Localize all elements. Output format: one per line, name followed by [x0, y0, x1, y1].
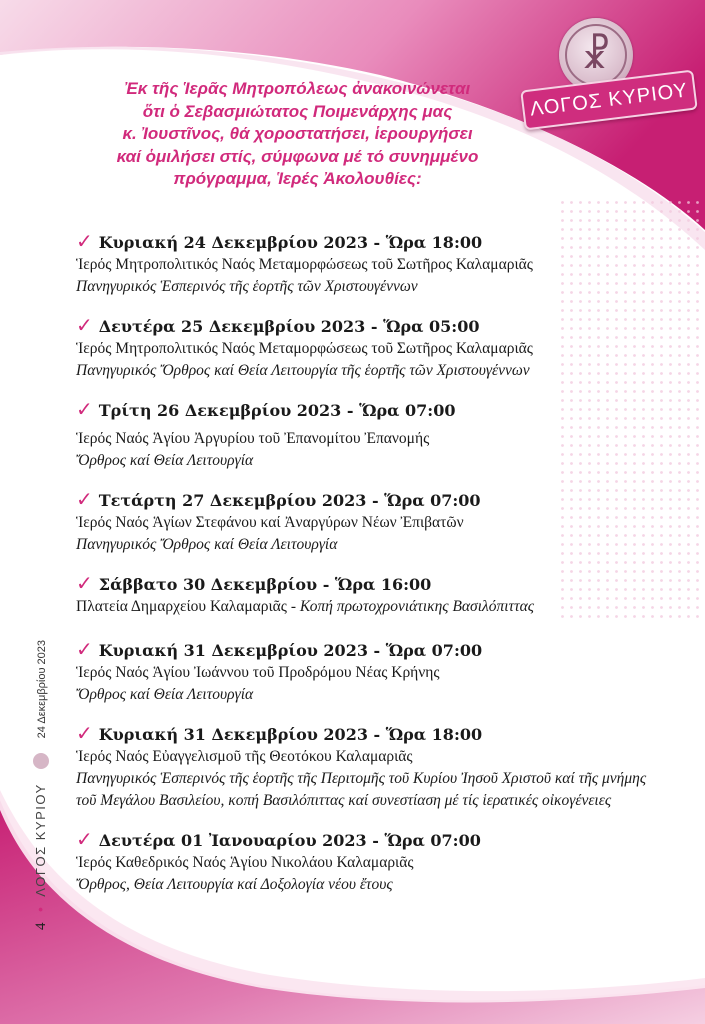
event-item: [76, 572, 676, 618]
event-item: [76, 488, 676, 556]
event-venue: Ἱερός Μητροπολιτικός Ναός Μεταμορφώσεως τοῦ Σωτῆρος Καλαμαριᾶς: [76, 340, 533, 357]
intro-line: κ. Ἰουστῖνος, θά χοροστατήσει, ἱερουργήσει: [122, 124, 473, 143]
intro-line: πρόγραμμα, Ἱερές Ἀκολουθίες:: [173, 169, 422, 188]
event-date-time: Τετάρτη 27 Δεκεμβρίου 2023 - Ὥρα 07:00: [98, 491, 481, 510]
checkmark-icon: ✓: [76, 397, 93, 421]
event-venue: Ἱερός Καθεδρικός Ναός Ἁγίου Νικολάου Καλαμαριᾶς: [76, 854, 414, 871]
event-date-time: Κυριακή 31 Δεκεμβρίου 2023 - Ὥρα 07:00: [98, 641, 483, 660]
event-service-inline: Κοπή πρωτοχρονιάτικης Βασιλόπιττας: [299, 598, 535, 615]
checkmark-icon: ✓: [76, 313, 93, 337]
event-service: Πανηγυρικός Ὄρθρος καί Θεία Λειτουργία: [76, 536, 338, 553]
event-item: [76, 828, 676, 896]
event-item: [76, 314, 676, 382]
intro-line: ὅτι ὁ Σεβασμιώτατος Ποιμενάρχης μας: [142, 101, 453, 121]
event-venue: [76, 596, 676, 618]
event-item: [76, 398, 676, 472]
event-service: Πανηγυρικός Ὄρθρος καί Θεία Λειτουργία τῆς ἑορτῆς τῶν Χριστουγέννων: [76, 362, 530, 379]
footer-date: 24 Δεκεμβρίου 2023: [36, 639, 48, 739]
event-service: Ὄρθρος, Θεία Λειτουργία καί Δοξολογία νέου ἔτους: [76, 876, 393, 893]
event-venue: Ἱερός Ναός Ἁγίων Στεφάνου καί Ἀναργύρων Νέων Ἐπιβατῶν: [76, 514, 464, 531]
event-service: Ὄρθρος καί Θεία Λειτουργία: [76, 452, 254, 469]
logo-banner: ΛΟΓΟΣ ΚΥΡΙΟΥ: [520, 70, 698, 131]
event-venue: Ἱερός Μητροπολιτικός Ναός Μεταμορφώσεως τοῦ Σωτῆρος Καλαμαριᾶς: [76, 256, 533, 273]
seal-mini-icon: [33, 753, 49, 769]
announcement-intro: [70, 78, 525, 191]
bullet-icon: •: [32, 907, 48, 913]
event-list: [76, 230, 676, 912]
event-item: [76, 230, 676, 298]
checkmark-icon: ✓: [76, 827, 93, 851]
event-venue-text: Πλατεία Δημαρχείου Καλαμαριᾶς -: [76, 598, 300, 615]
intro-line: Ἐκ τῆς Ἱερᾶς Μητροπόλεως ἀνακοινώνεται: [124, 79, 471, 98]
event-date-time: Δευτέρα 25 Δεκεμβρίου 2023 - Ὥρα 05:00: [98, 317, 480, 336]
event-date-time: Κυριακή 24 Δεκεμβρίου 2023 - Ὥρα 18:00: [98, 233, 483, 252]
checkmark-icon: ✓: [76, 571, 93, 595]
footer-brand: ΛΟΓΟΣ ΚΥΡΙΟΥ: [33, 783, 48, 897]
event-service: Πανηγυρικός Ἑσπερινός τῆς ἑορτῆς τῶν Χριστουγέννων: [76, 278, 418, 295]
event-venue: Ἱερός Ναός Ἁγίου Ἰωάννου τοῦ Προδρόμου Νέας Κρήνης: [76, 664, 440, 681]
logo: [522, 18, 692, 128]
event-item: [76, 638, 676, 706]
event-item: [76, 722, 676, 812]
intro-line: καί ὁμιλήσει στίς, σύμφωνα μέ τό συνημμένο: [116, 146, 479, 166]
event-date-time: Σάββατο 30 Δεκεμβρίου - Ὥρα 16:00: [98, 575, 432, 594]
checkmark-icon: ✓: [76, 229, 93, 253]
event-service: Ὄρθρος καί Θεία Λειτουργία: [76, 686, 254, 703]
event-venue: Ἱερός Ναός Ἁγίου Ἀργυρίου τοῦ Ἐπανομίτου Ἐπανομής: [76, 430, 430, 447]
page-number: 4: [33, 922, 49, 930]
checkmark-icon: ✓: [76, 487, 93, 511]
page-footer: [32, 640, 50, 930]
checkmark-icon: ✓: [76, 637, 93, 661]
event-venue: Ἱερός Ναός Εὐαγγελισμοῦ τῆς Θεοτόκου Καλαμαριᾶς: [76, 748, 413, 765]
event-date-time: Δευτέρα 01 Ἰανουαρίου 2023 - Ὥρα 07:00: [98, 831, 481, 850]
svg-text:☧: ☧: [581, 33, 611, 77]
event-date-time: Τρίτη 26 Δεκεμβρίου 2023 - Ὥρα 07:00: [98, 401, 456, 420]
event-service: Πανηγυρικός Ἑσπερινός τῆς ἑορτῆς τῆς Περιτομῆς τοῦ Κυρίου Ἰησοῦ Χριστοῦ καί τῆς μνήμης τοῦ Μεγάλου Βασιλείου, κοπή Βασιλόπιττας καί συνεστίαση μέ τίς ἱερατικές οἰκογένειες: [76, 770, 647, 809]
checkmark-icon: ✓: [76, 721, 93, 745]
event-date-time: Κυριακή 31 Δεκεμβρίου 2023 - Ὥρα 18:00: [98, 725, 483, 744]
